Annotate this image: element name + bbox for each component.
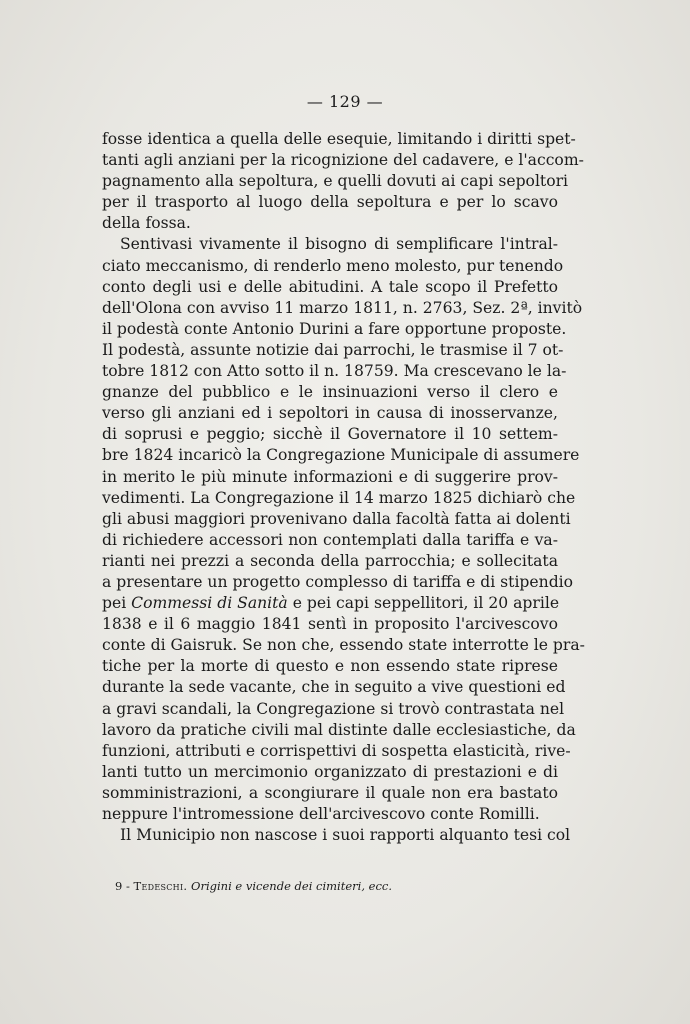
text-line: tiche per la morte di questo e non essendo state riprese (102, 657, 558, 676)
text-line: per il trasporto al luogo della sepoltura e per lo scavo (102, 193, 558, 212)
text-line: dell'Olona con avviso 11 marzo 1811, n. 2763, Sez. 2ª, invitò (102, 298, 583, 317)
text-line: a gravi scandali, la Congregazione si trovò contrastata nel (102, 699, 565, 718)
text-line: pei Commessi di Sanità e pei capi seppellitori, il 20 aprile (102, 594, 560, 613)
text-line: lanti tutto un mercimonio organizzato di prestazioni e di (102, 762, 558, 781)
text-line: tobre 1812 con Atto sotto il n. 18759. Ma crescevano le la- (102, 362, 567, 381)
text-line: di soprusi e peggio; sicchè il Governatore il 10 settem- (102, 425, 558, 444)
footer-author: Tedeschi. (133, 879, 188, 893)
body-text (102, 129, 585, 846)
signature-mark: 9 - (115, 879, 130, 893)
text-line: in merito le più minute informazioni e di suggerire prov- (102, 467, 558, 486)
text-line: tanti agli anziani per la ricognizione del cadavere, e l'accom- (102, 151, 584, 170)
text-line: funzioni, attributi e corrispettivi di sospetta elasticità, rive- (102, 741, 571, 760)
text-line: verso gli anziani ed i sepoltori in causa di inosservanze, (102, 404, 558, 423)
page-number: — 129 — (306, 92, 384, 111)
text-line: Sentivasi vivamente il bisogno di semplificare l'intral- (120, 235, 558, 254)
text-line: Il podestà, assunte notizie dai parrochi, le trasmise il 7 ot- (102, 340, 564, 359)
text-line: il podestà conte Antonio Durini a fare opportune proposte. (102, 319, 567, 338)
text-line: pagnamento alla sepoltura, e quelli dovuti ai capi sepoltori (102, 172, 569, 191)
text-line: a presentare un progetto complesso di tariffa e di stipendio (102, 572, 574, 591)
text-line: di richiedere accessori non contemplati dalla tariffa e va- (102, 530, 558, 549)
text-line: gli abusi maggiori provenivano dalla facoltà fatta ai dolenti (102, 509, 571, 528)
footer-book-title: Origini e vicende dei cimiteri, ecc. (191, 879, 392, 893)
text-line: bre 1824 incaricò la Congregazione Municipale di assumere (102, 446, 580, 465)
text-line: ciato meccanismo, di renderlo meno molesto, pur tenendo (102, 256, 564, 275)
text-line: rianti nei prezzi a seconda della parrocchia; e sollecitata (102, 551, 558, 570)
text-line: conte di Gaisruk. Se non che, essendo state interrotte le pra- (102, 636, 585, 655)
text-line: vedimenti. La Congregazione il 14 marzo 1825 dichiarò che (102, 488, 576, 507)
text-line: conto degli usi e delle abitudini. A tale scopo il Prefetto (102, 277, 558, 296)
text-line: lavoro da pratiche civili mal distinte dalle ecclesiastiche, da (102, 720, 576, 739)
text-line: somministrazioni, a scongiurare il quale non era bastato (102, 783, 558, 802)
text-line: Il Municipio non nascose i suoi rapporti alquanto tesi col (120, 826, 571, 845)
footer-signature-line (115, 879, 392, 893)
text-line: neppure l'intromessione dell'arcivescovo conte Romilli. (102, 805, 540, 823)
text-line: gnanze del pubblico e le insinuazioni verso il clero e (102, 383, 558, 402)
text-line: fosse identica a quella delle esequie, limitando i diritti spet- (102, 130, 576, 148)
italic-term: Commessi di Sanità (131, 594, 288, 613)
text-line: della fossa. (102, 214, 191, 233)
text-line: 1838 e il 6 maggio 1841 sentì in proposito l'arcivescovo (102, 615, 558, 634)
text-line: durante la sede vacante, che in seguito a vive questioni ed (102, 678, 566, 697)
